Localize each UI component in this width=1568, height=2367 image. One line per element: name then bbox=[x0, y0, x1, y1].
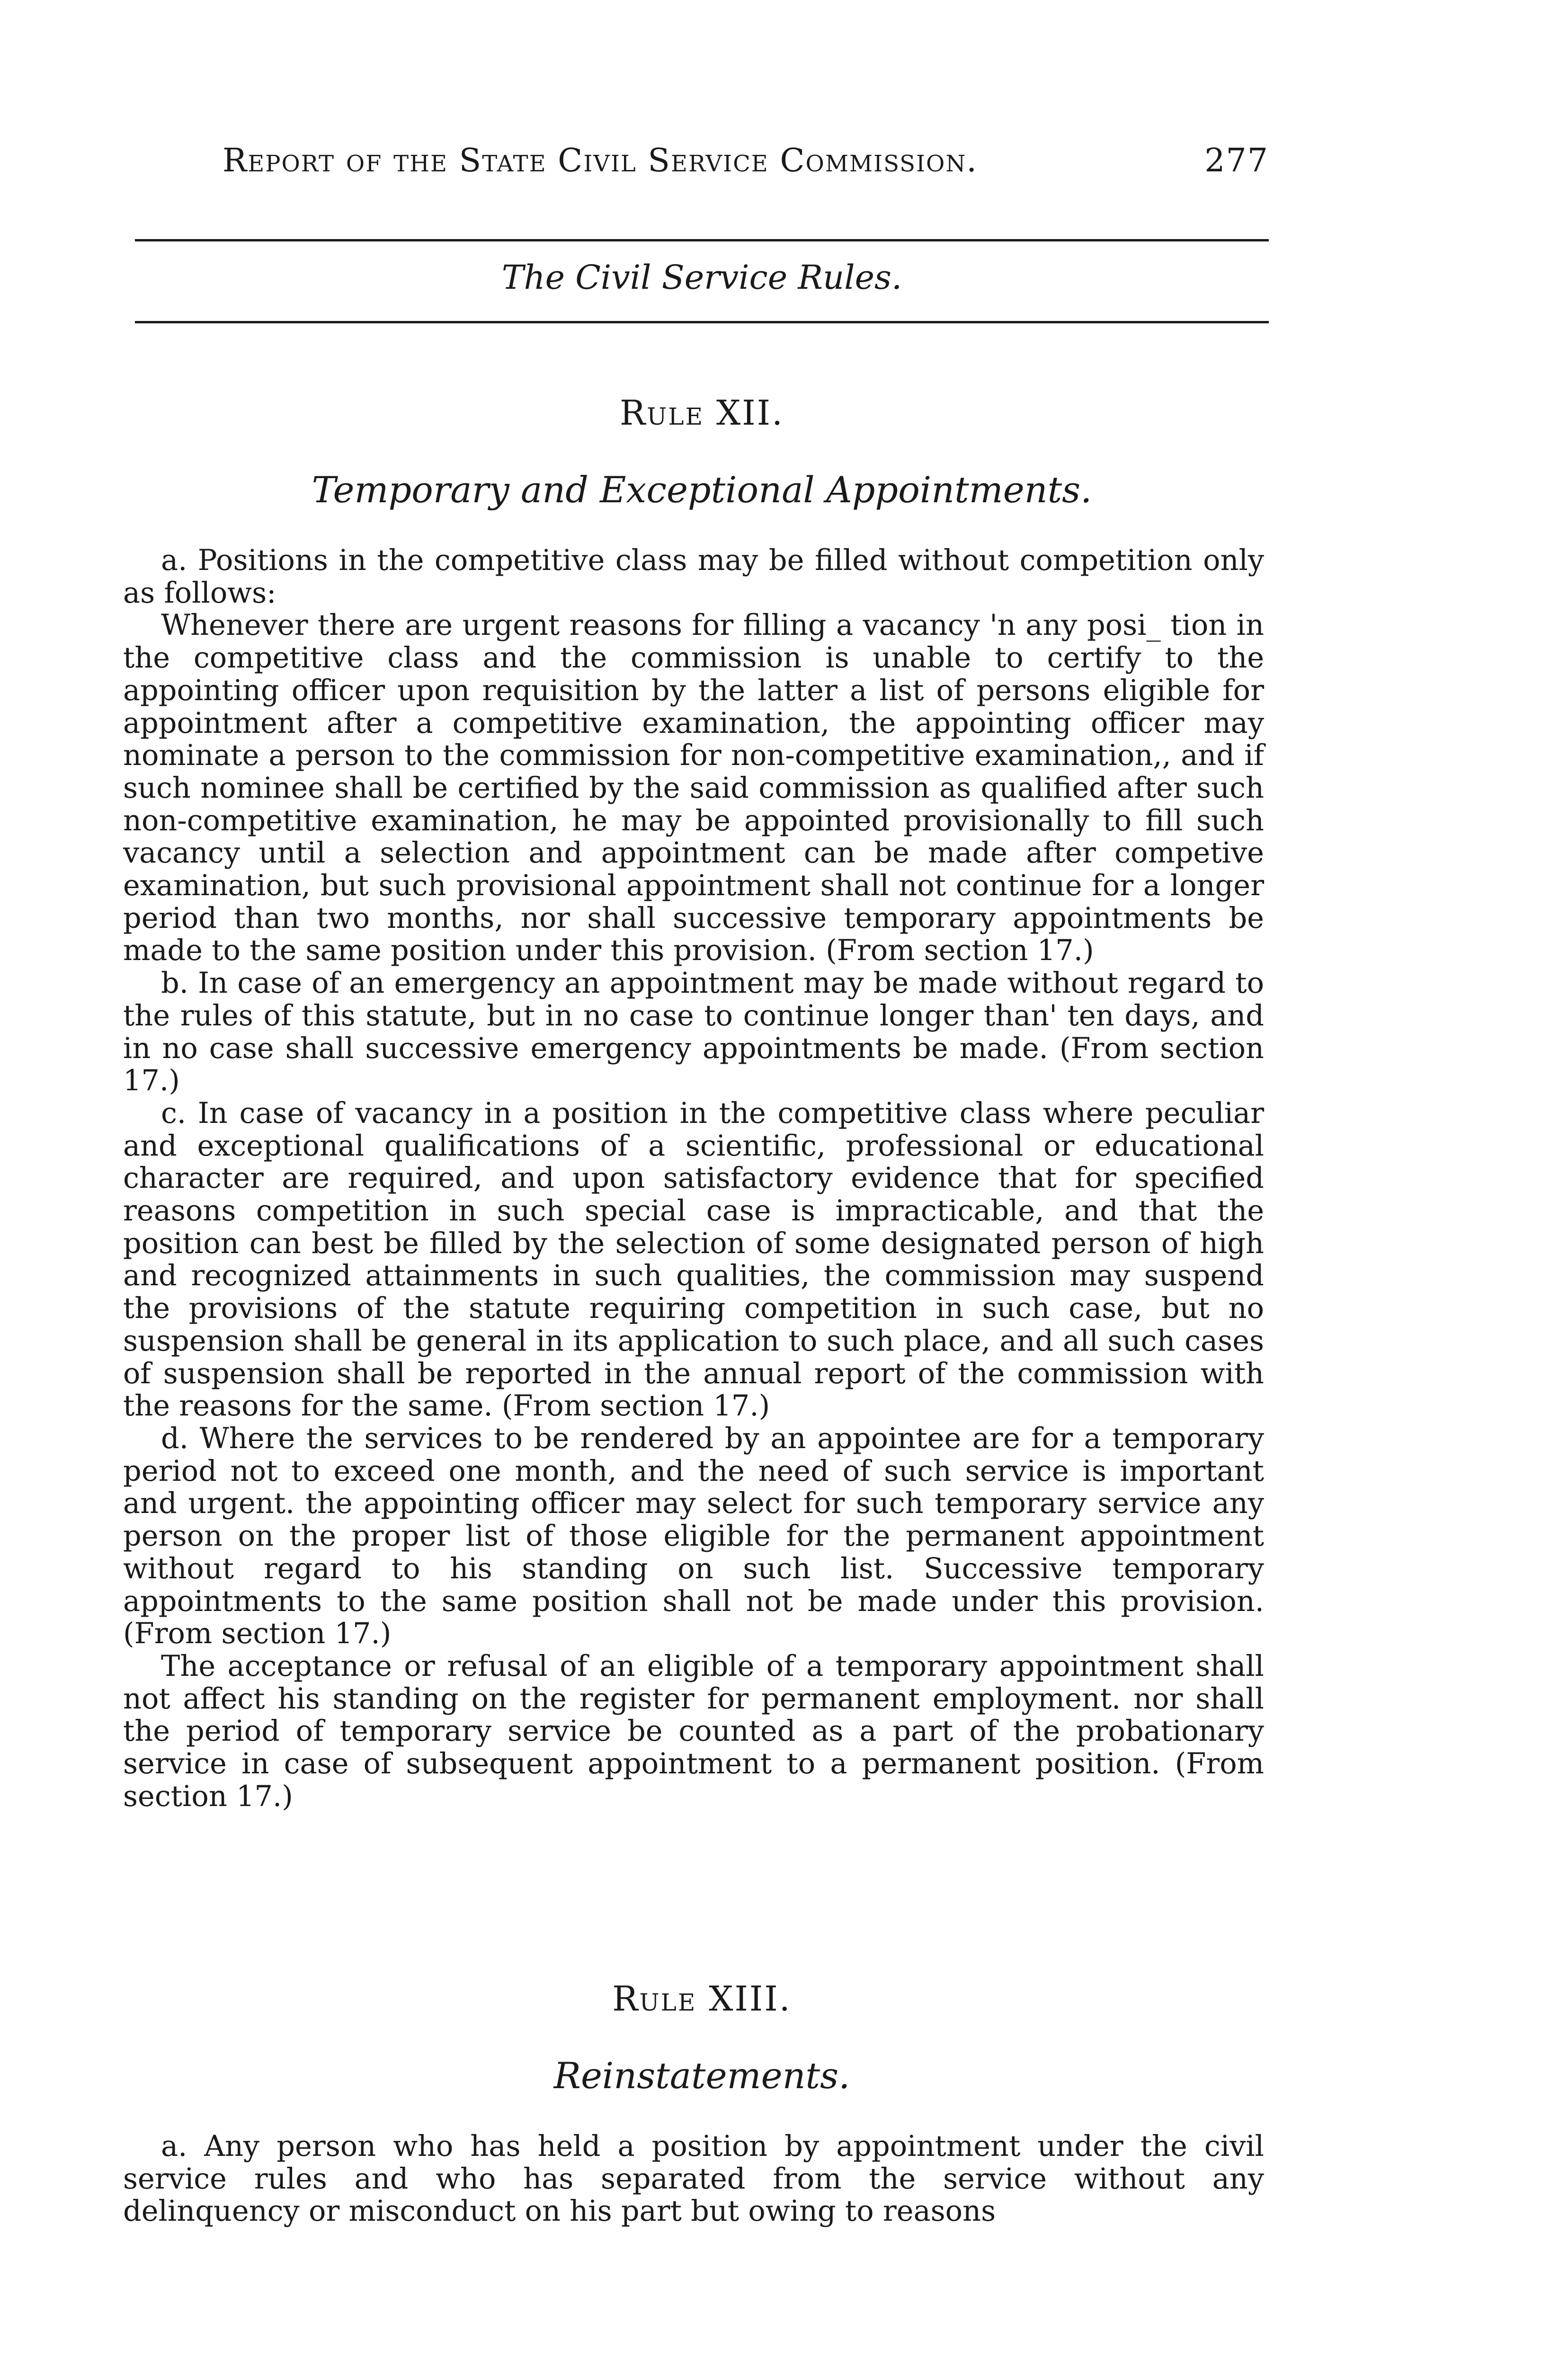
top-rule-line bbox=[135, 239, 1269, 241]
paragraph-13-a: a. Any person who has held a position by appointment under the civil service rules and who has separated from the service without any delinquency or misconduct on his part but owing to reasons bbox=[123, 2130, 1264, 2228]
section-title: The Civil Service Rules. bbox=[501, 258, 902, 297]
paragraph-12-provisional: Whenever there are urgent reasons for filling a vacancy 'n any posi_ tion in the competitive class and the commission is unable to certify to the appointing officer upon requisition by the latter a list of persons eligible for appointment after a competitive examination, the appointing officer may nominate a person to the commission for non-competitive examination,, and if such nominee shall be certified by the said commission as qualified after such non-competitive examination, he may be appointed provisionally to fill such vacancy until a selection and appointment can be made after competive examination, but such provisional appointment shall not continue for a longer period than two months, nor shall successive temporary appointments be made to the same position under this provision. (From section 17.) bbox=[123, 609, 1264, 968]
rule-13-subtitle: Reinstatements. bbox=[553, 2055, 850, 2097]
page-number: 277 bbox=[1204, 142, 1269, 179]
rule-12-body bbox=[123, 544, 1264, 1813]
rule-13-heading: Rule XIII. bbox=[612, 1979, 792, 2019]
rule-12-heading: Rule XII. bbox=[620, 393, 784, 433]
running-head bbox=[223, 142, 1269, 194]
paragraph-12-a: a. Positions in the competitive class may be filled without competition only as follows: bbox=[123, 544, 1264, 610]
running-title: Report of the State Civil Service Commission. bbox=[223, 142, 978, 179]
paragraph-12-d: d. Where the services to be rendered by an appointee are for a temporary period not to exceed one month, and the need of such service is important and urgent. the appointing officer may select for such temporary service any person on the proper list of those eligible for the permanent appointment without regard to his standing on such list. Successive temporary appointments to the same position shall not be made under this provision. (From section 17.) bbox=[123, 1422, 1264, 1651]
rule-12-subtitle: Temporary and Exceptional Appointments. bbox=[312, 469, 1092, 511]
paragraph-12-acceptance: The acceptance or refusal of an eligible of a temporary appointment shall not affect his standing on the register for permanent employment. nor shall the period of temporary service be counted as a part of the probationary service in case of subsequent appointment to a permanent position. (From section 17.) bbox=[123, 1649, 1264, 1813]
bottom-rule-line bbox=[135, 321, 1269, 323]
paragraph-12-c: c. In case of vacancy in a position in the competitive class where peculiar and exceptional qualifications of a scientific, professional or educational character are required, and upon satisfactory evidence that for specified reasons competition in such special case is impracticable, and that the position can best be filled by the selection of some designated person of high and recognized attainments in such qualities, the commission may suspend the provisions of the statute requiring competition in such case, but no suspension shall be general in its application to such place, and all such cases of suspension shall be reported in the annual report of the commission with the reasons for the same. (From section 17.) bbox=[123, 1096, 1264, 1423]
paragraph-12-b: b. In case of an emergency an appointment may be made without regard to the rules of this statute, but in no case to continue longer than' ten days, and in no case shall successive emergency appointments be made. (From section 17.) bbox=[123, 967, 1264, 1098]
rule-13-body bbox=[123, 2130, 1264, 2228]
